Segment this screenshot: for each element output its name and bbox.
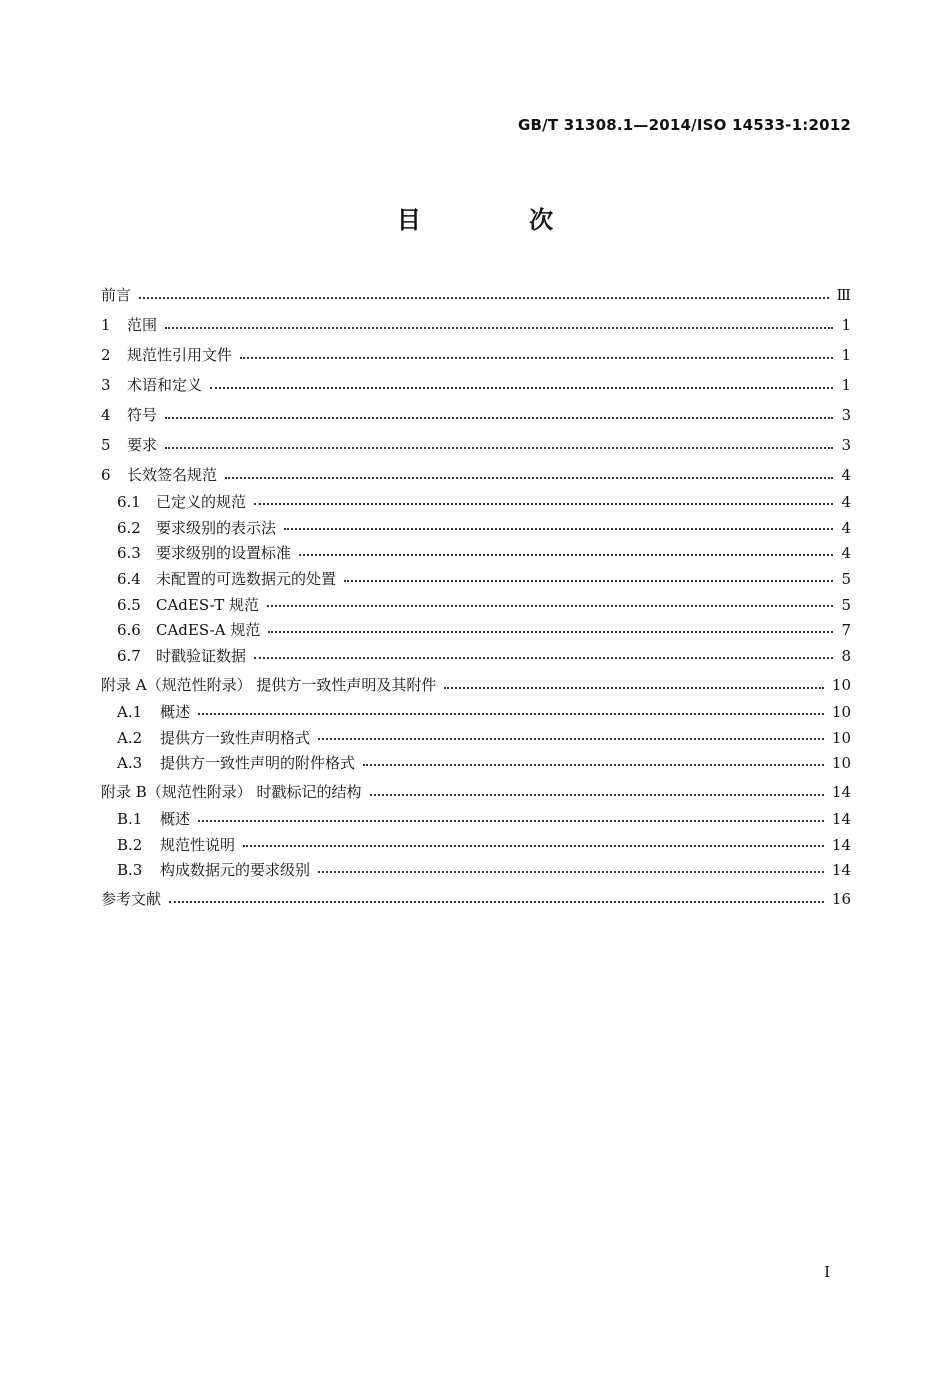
toc-entry[interactable] (101, 644, 851, 670)
toc-entry-number: A.1 (117, 702, 143, 721)
toc-entry-label: CAdES-A 规范 (156, 621, 261, 640)
toc-entry[interactable] (101, 858, 851, 884)
toc-leader-dots (318, 738, 824, 740)
toc-leader-dots (444, 687, 824, 689)
toc-entry-page: 1 (841, 316, 851, 334)
toc-entry[interactable] (101, 430, 851, 460)
toc-entry-page: 14 (831, 861, 851, 880)
toc-entry-label: 前言 (101, 286, 132, 304)
toc-entry-page: 4 (841, 466, 851, 484)
toc-entry[interactable] (101, 618, 851, 644)
toc-entry-number: 3 (101, 376, 111, 394)
toc-leader-dots (169, 901, 824, 903)
toc-leader-dots (240, 357, 833, 359)
toc-entry-page: 14 (831, 809, 851, 828)
toc-entry-label: 规范性引用文件 (127, 346, 233, 364)
toc-entry-page: 1 (841, 376, 851, 394)
toc-entry-label: 符号 (127, 406, 158, 424)
toc-leader-dots (165, 327, 833, 329)
toc-entry[interactable] (101, 490, 851, 516)
toc-entry-number: 6.7 (117, 647, 141, 666)
toc-leader-dots (254, 503, 833, 505)
toc-entry-number: A.2 (117, 728, 143, 747)
toc-entry[interactable] (101, 751, 851, 777)
toc-leader-dots (198, 713, 824, 715)
toc-title: 目 次 (396, 206, 604, 234)
toc-entry-page: 5 (841, 570, 851, 589)
toc-entry[interactable] (101, 833, 851, 859)
toc-leader-dots (284, 528, 833, 530)
toc-leader-dots (198, 820, 824, 822)
toc-entry[interactable] (101, 726, 851, 752)
toc-entry-number: 5 (101, 436, 111, 454)
toc-entry-number: 4 (101, 406, 111, 424)
toc-entry-number: B.2 (117, 835, 143, 854)
toc-entry-page: 4 (841, 518, 851, 537)
toc-entry-page: 3 (841, 406, 851, 424)
toc-entry-label: 时戳验证数据 (156, 647, 247, 666)
toc-entry-label: 提供方一致性声明格式 (160, 728, 311, 747)
toc-entry[interactable] (101, 593, 851, 619)
toc-entry[interactable] (101, 516, 851, 542)
toc-entry-page: 8 (841, 647, 851, 666)
document-code: GB/T 31308.1—2014/ISO 14533-1:2012 (518, 116, 851, 134)
toc-leader-dots (254, 657, 833, 659)
toc-entry-page: 10 (831, 675, 851, 694)
toc-leader-dots (210, 387, 833, 389)
toc-leader-dots (318, 871, 824, 873)
toc-entry[interactable] (101, 777, 851, 807)
toc-entry-label: 要求级别的表示法 (156, 518, 277, 537)
toc-entry-label: 术语和定义 (127, 376, 203, 394)
toc-entry[interactable] (101, 460, 851, 490)
toc-entry[interactable] (101, 700, 851, 726)
toc-entry-page: 14 (831, 835, 851, 854)
toc-entry-number: 6.4 (117, 570, 141, 589)
toc-entry[interactable] (101, 567, 851, 593)
toc-entry-page: 4 (841, 544, 851, 563)
toc-entry-number: 6 (101, 466, 111, 484)
toc-entry-label: 提供方一致性声明的附件格式 (160, 754, 356, 773)
toc-entry-number: 6.6 (117, 621, 141, 640)
toc-entry-page: 7 (841, 621, 851, 640)
toc-entry[interactable] (101, 807, 851, 833)
toc-entry-label: 概述 (160, 702, 191, 721)
toc-entry-label: 参考文献 (101, 889, 162, 908)
toc-entry-label: CAdES-T 规范 (156, 595, 259, 614)
toc-entry[interactable] (101, 541, 851, 567)
toc-entry-label: 长效签名规范 (127, 466, 218, 484)
toc-entry[interactable] (101, 310, 851, 340)
toc-entry-number: 1 (101, 316, 111, 334)
toc-entry-number: B.3 (117, 861, 143, 880)
toc-entry-label: 要求级别的设置标准 (156, 544, 292, 563)
toc-leader-dots (363, 764, 824, 766)
toc-entry-label: 未配置的可选数据元的处置 (156, 570, 337, 589)
toc-leader-dots (268, 631, 833, 633)
toc-entry[interactable] (101, 884, 851, 914)
toc-entry-page: 1 (841, 346, 851, 364)
toc-entry-page: Ⅲ (836, 286, 851, 304)
toc-entry-number: 2 (101, 346, 111, 364)
toc-leader-dots (165, 417, 833, 419)
toc-entry-label: 已定义的规范 (156, 493, 247, 511)
toc-entry-page: 4 (841, 493, 851, 511)
toc-leader-dots (299, 554, 833, 556)
toc-entry-page: 10 (831, 702, 851, 721)
toc-leader-dots (243, 845, 824, 847)
toc-entry-number: 6.3 (117, 544, 141, 563)
toc-entry-number: 6.5 (117, 595, 141, 614)
toc-entry-page: 16 (831, 889, 851, 908)
toc-entry[interactable] (101, 280, 851, 310)
toc-leader-dots (165, 447, 833, 449)
toc-entry[interactable] (101, 670, 851, 700)
toc-entry-number: 6.2 (117, 518, 141, 537)
toc-entry-page: 3 (841, 436, 851, 454)
toc-leader-dots (267, 605, 833, 607)
page-number: I (824, 1263, 830, 1281)
toc-entry-label: 附录 A（规范性附录） 提供方一致性声明及其附件 (101, 675, 437, 694)
toc-leader-dots (370, 794, 824, 796)
toc-entry[interactable] (101, 370, 851, 400)
toc-leader-dots (344, 580, 833, 582)
table-of-contents (101, 280, 851, 914)
toc-entry-label: 附录 B（规范性附录） 时戳标记的结构 (101, 782, 362, 801)
toc-entry-page: 5 (841, 595, 851, 614)
toc-entry-number: 6.1 (117, 493, 141, 511)
toc-entry-label: 范围 (127, 316, 158, 334)
toc-entry-label: 构成数据元的要求级别 (160, 861, 311, 880)
toc-entry-number: A.3 (117, 754, 143, 773)
toc-entry-number: B.1 (117, 809, 143, 828)
toc-entry[interactable] (101, 340, 851, 370)
toc-entry-page: 14 (831, 782, 851, 801)
toc-entry-label: 要求 (127, 436, 158, 454)
toc-entry-page: 10 (831, 728, 851, 747)
toc-entry-label: 概述 (160, 809, 191, 828)
toc-entry[interactable] (101, 400, 851, 430)
toc-entry-label: 规范性说明 (160, 835, 236, 854)
toc-leader-dots (225, 477, 833, 479)
toc-entry-page: 10 (831, 754, 851, 773)
toc-leader-dots (139, 297, 829, 299)
